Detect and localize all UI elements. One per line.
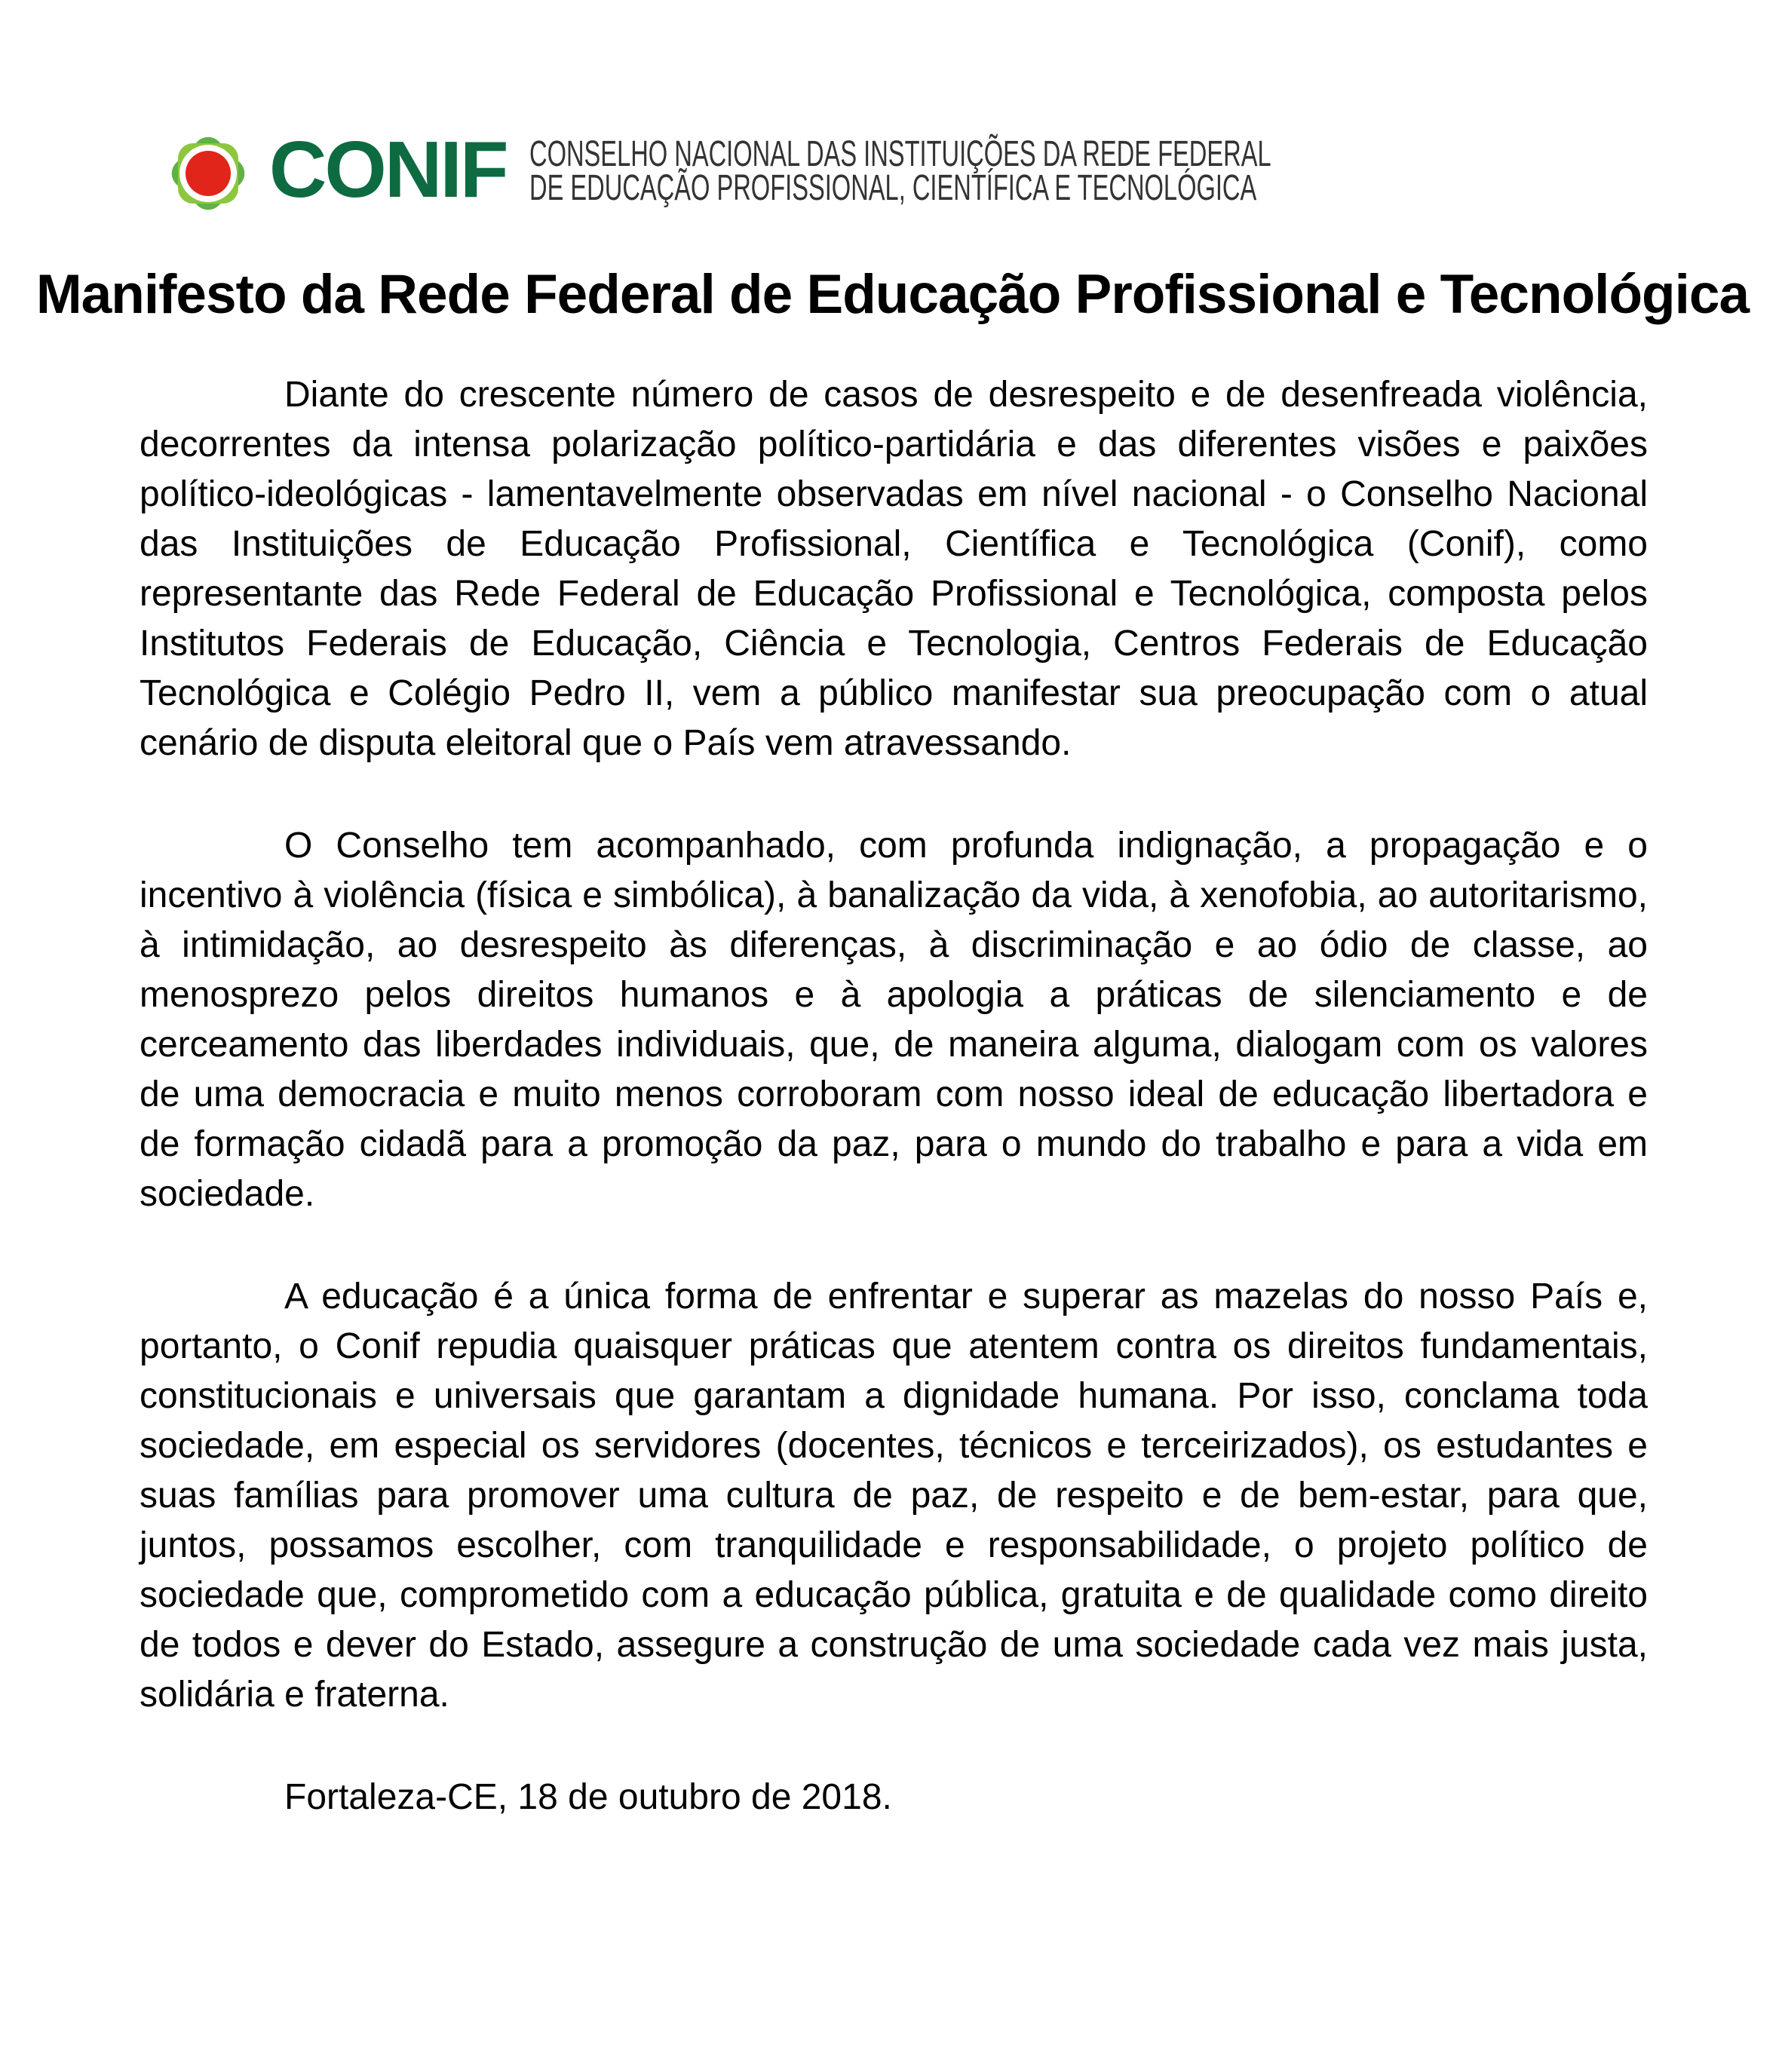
document-body — [140, 370, 1648, 1822]
conif-flower-icon — [165, 130, 251, 216]
paragraph-2: O Conselho tem acompanhado, com profunda indignação, a propagação e o incentivo à violência (física e simbólica), à banalização da vida, à xenofobia, ao autoritarismo, à intimidação, ao desrespeito às diferenças, à discriminação e ao ódio de classe, ao menosprezo pelos direitos humanos e à apologia a práticas de silenciamento e de cerceamento das liberdades individuais, que, de maneira alguma, dialogam com os valores de uma democracia e muito menos corroboram com nosso ideal de educação libertadora e de formação cidadã para a promoção da paz, para o mundo do trabalho e para a vida em sociedade. — [140, 826, 1648, 1214]
logo-full-name — [529, 134, 1271, 208]
page-title: Manifesto da Rede Federal de Educação Profissional e Tecnológica — [35, 264, 1750, 325]
paragraph-3: A educação é a única forma de enfrentar e superar as mazelas do nosso País e, portanto, o Conif repudia quaisquer práticas que atentem contra os direitos fundamentais, constitucionais e universais que garantam a dignidade humana. Por isso, conclama toda sociedade, em especial os servidores (docentes, técnicos e terceirizados), os estudantes e suas famílias para promover uma cultura de paz, de respeito e de bem-estar, para que, juntos, possamos escolher, com tranquilidade e responsabilidade, o projeto político de sociedade que, comprometido com a educação pública, gratuita e de qualidade como direito de todos e dever do Estado, assegure a construção de uma sociedade cada vez mais justa, solidária e fraterna. — [140, 1277, 1648, 1715]
logo-acronym: CONIF — [268, 125, 507, 214]
paragraph-1: Diante do crescente número de casos de desrespeito e de desenfreada violência, decorrentes da intensa polarização político-partidária e das diferentes visões e paixões político-ideológicas - lamentavelmente observadas em nível nacional - o Conselho Nacional das Instituições de Educação Profissional, Científica e Tecnológica (Conif), como representante das Rede Federal de Educação Profissional e Tecnológica, composta pelos Institutos Federais de Educação, Ciência e Tecnologia, Centros Federais de Educação Tecnológica e Colégio Pedro II, vem a público manifestar sua preocupação com o atual cenário de disputa eleitoral que o País vem atravessando. — [140, 375, 1648, 763]
flower-red-core — [186, 151, 231, 196]
dateline: Fortaleza-CE, 18 de outubro de 2018. — [284, 1777, 892, 1817]
logo-name-line2: DE EDUCAÇÃO PROFISSIONAL, CIENTÍFICA E TECNOLÓGICA — [529, 168, 1256, 208]
conif-logo — [0, 0, 1785, 217]
logo-name-line1: CONSELHO NACIONAL DAS INSTITUIÇÕES DA REDE FEDERAL — [529, 134, 1271, 174]
